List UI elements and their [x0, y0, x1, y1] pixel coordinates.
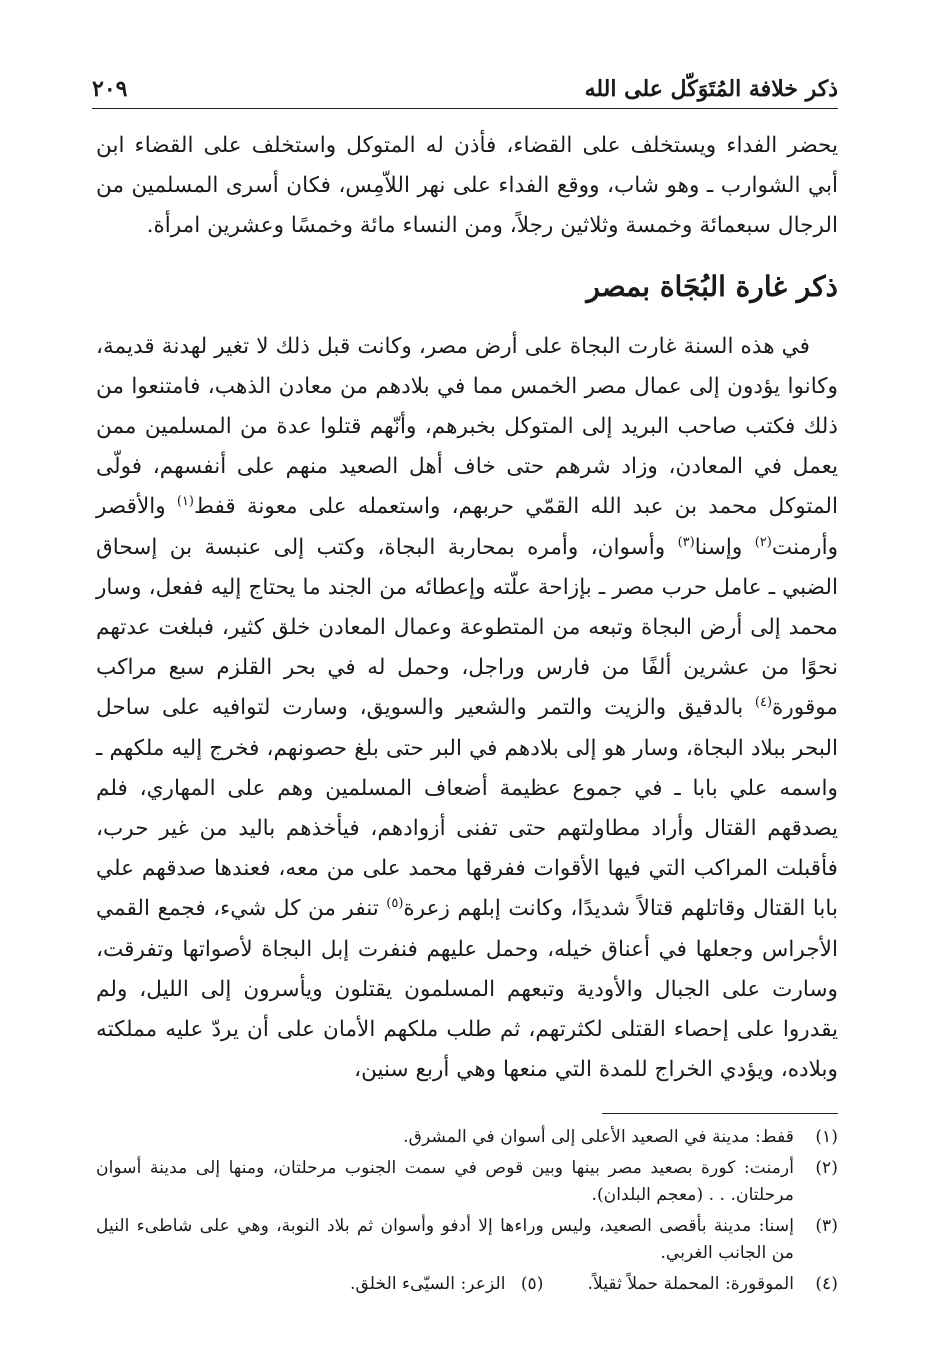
footnote-number: (١) — [815, 1127, 838, 1147]
paragraph-text: تنفر من كل شيء، فجمع القمي الأجراس وجعلها في أعناق خيله، وحمل عليهم فنفرت إبل البجاة لأصواتها وتفرقت، وسارت على الجبال والأودية وتبعهم المسلمون يقتلون ويأسرون إلى الليل، ولم يقدروا على إحصاء القتلى لكثرتهم، ثم طلب ملكهم الأمان على أن يردّ عليه مملكته وبلاده، ويؤدي الخراج للمدة التي منعها وهي أربع سنين، — [96, 896, 838, 1083]
footnote-text: الموقورة: المحملة حملاً ثقيلاً. — [587, 1274, 794, 1294]
footnotes — [96, 1124, 838, 1302]
footnote-divider — [602, 1113, 838, 1114]
paragraph-text: وإسنا — [694, 534, 755, 560]
footnote-number: (٢) — [815, 1158, 838, 1178]
running-header — [92, 68, 838, 109]
page-number: ٢٠٩ — [92, 76, 128, 102]
paragraph-text: بالدقيق والزيت والتمر والشعير والسويق، وسارت لتوافيه على ساحل البحر ببلاد البجاة، وسار هو إلى بلادهم في البر حتى بلغ حصونهم، فخرج إليه ملكهم ـ واسمه علي بابا ـ في جموع عظيمة أضعاف المسلمين وهم على المهاري، فلم يصدقهم القتال وأراد مطاولتهم حتى تفنى أزوادهم، فيأخذهم باليد من غير حرب، فأقبلت المراكب التي فيها الأقوات ففرقها محمد على من معه، فعندها صدقهم علي بابا القتال وقاتلهم قتالاً شديدًا، وكانت إبلهم زعرة — [96, 695, 839, 922]
footnote-ref-5[interactable]: (٥) — [386, 896, 404, 912]
footnote-text: إسنا: مدينة بأقصى الصعيد، وليس وراءها إلا أدفو وأسوان ثم بلاد النوبة، وهي على شاطىء النيل من الجانب الغربي. — [96, 1216, 794, 1263]
footnote-ref-3[interactable]: (٣) — [677, 534, 695, 550]
paragraph-text: في هذه السنة غارت البجاة على أرض مصر، وكانت قبل ذلك لا تغير لهدنة قديمة، وكانوا يؤدون إلى عمال مصر الخمس مما في بلادهم من معادن الذهب، فامتنعوا من ذلك فكتب صاحب البريد إلى المتوكل بخبرهم، وأنّهم قتلوا عدة من المسلمين ممن يعمل في المعادن، وزاد شرهم حتى خاف أهل الصعيد منهم على أنفسهم، فولّى المتوكل محمد بن عبد الله القمّي حربهم، واستعمله على معونة قفط — [96, 333, 838, 520]
footnote-ref-1[interactable]: (١) — [176, 494, 194, 510]
footnote-3 — [96, 1213, 838, 1267]
footnote-1 — [96, 1124, 838, 1151]
footnote-ref-2[interactable]: (٢) — [754, 534, 772, 550]
paragraph-text: والأقصر وأرمنت — [96, 494, 839, 560]
footnote-ref-4[interactable]: (٤) — [754, 695, 773, 711]
footnote-text: قفط: مدينة في الصعيد الأعلى إلى أسوان في المشرق. — [403, 1127, 794, 1147]
footnote-2 — [96, 1155, 838, 1209]
footnote-text: الزعر: السيّىء الخلق. — [350, 1274, 506, 1294]
intro-paragraph: يحضر الفداء ويستخلف على القضاء، فأذن له المتوكل واستخلف على القضاء ابن أبي الشوارب ـ وهو شاب، ووقع الفداء على نهر اللاّمِس، فكان أسرى المسلمين من الرجال سبعمائة وخمسة وثلاثين رجلاً، ومن النساء مائة وخمسًا وعشرين امرأة. — [96, 133, 838, 239]
paragraph-text: وأسوان، وأمره بمحاربة البجاة، وكتب إلى عنبسة بن إسحاق الضبي ـ عامل حرب مصر ـ بإزاحة علّته وإعطائه من الجند ما يحتاج إليه ففعل، وسار محمد إلى أرض البجاة وتبعه من المتطوعة وعمال المعادن خلق كثير، فبلغت عدتهم نحوًا من عشرين ألفًا من فارس وراجل، وحمل له في بحر القلزم سبع مراكب موقورة — [96, 534, 838, 721]
section-paragraph — [96, 327, 838, 1091]
footnote-number: (٥) — [520, 1274, 544, 1294]
running-title: ذكر خلافة المُتَوَكّل على الله — [584, 76, 838, 102]
main-text — [96, 126, 838, 1090]
footnote-text: أرمنت: كورة بصعيد مصر بينها وبين قوص في سمت الجنوب مرحلتان، ومنها إلى مدينة أسوان مرحلتان. . . (معجم البلدان). — [96, 1158, 794, 1205]
footnote-number: (٣) — [815, 1216, 838, 1236]
footnote-row-4-5 — [96, 1271, 838, 1298]
footnote-number: (٤) — [815, 1274, 838, 1294]
footnote-5 — [350, 1271, 544, 1298]
section-heading: ذكر غارة البُجَاة بمصر — [586, 269, 838, 303]
